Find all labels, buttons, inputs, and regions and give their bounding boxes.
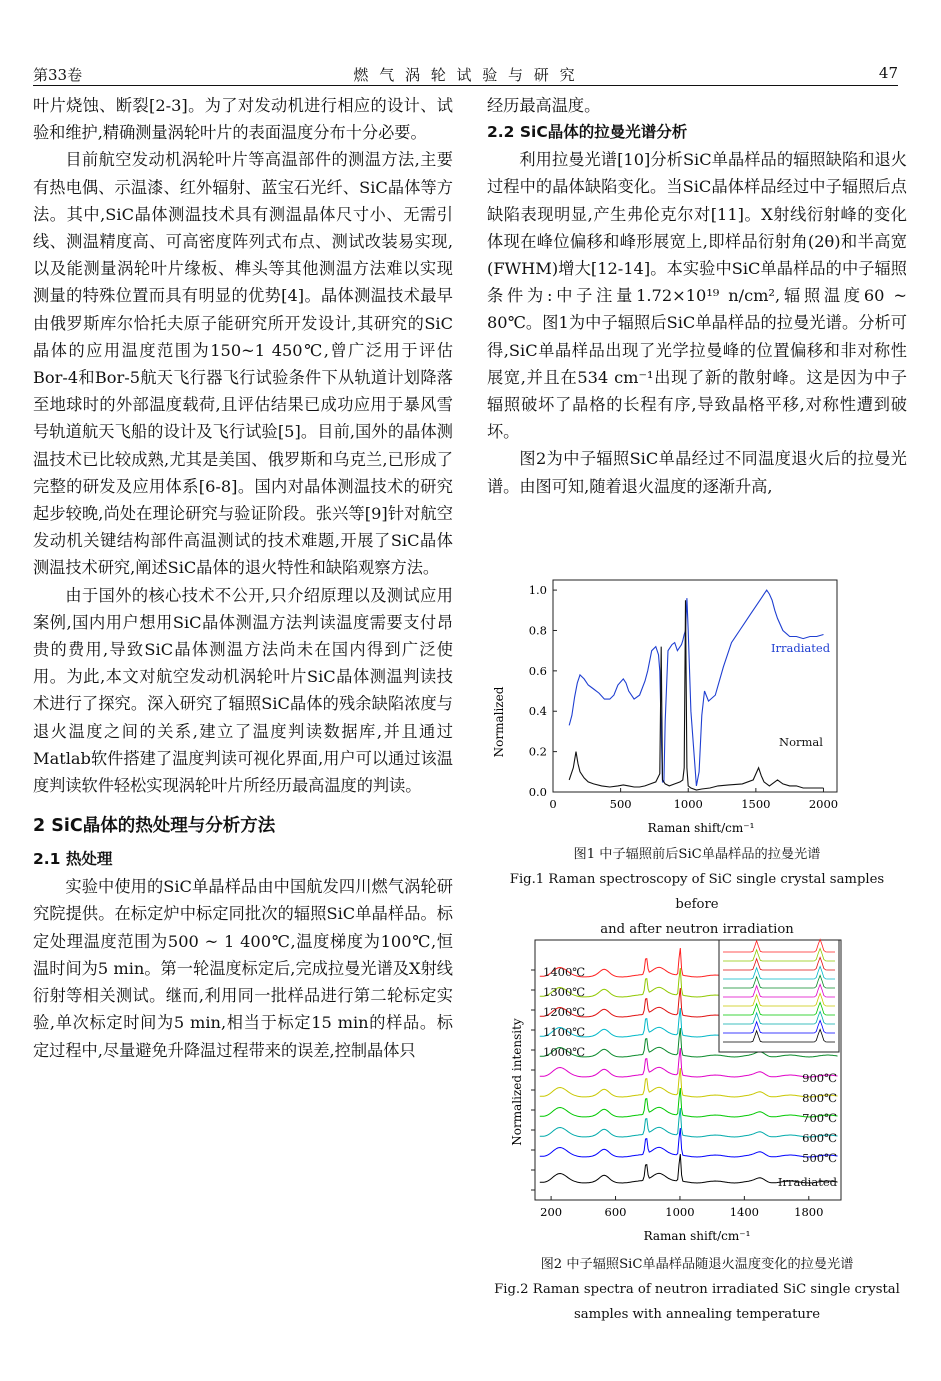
series-label: 500℃ <box>802 1151 837 1165</box>
y-axis-label: Normalized <box>492 686 506 758</box>
figure-2-chart <box>487 932 907 1250</box>
x-tick-label: 0 <box>549 797 557 811</box>
page-number: 47 <box>878 64 898 82</box>
subsection-heading: 2.1 热处理 <box>33 850 113 869</box>
series-label: 1100℃ <box>543 1025 586 1039</box>
x-tick-label: 500 <box>609 797 632 811</box>
running-header <box>33 62 898 86</box>
y-tick-label: 0.2 <box>528 744 547 759</box>
series-label-irradiated: Irradiated <box>771 641 831 655</box>
caption-cn: 图2 中子辐照SiC单晶样品随退火温度变化的拉曼光谱 <box>540 1257 854 1272</box>
series-line <box>540 1068 838 1097</box>
series-line <box>540 1088 838 1117</box>
paragraph: 实验中使用的SiC单晶样品由中国航发四川燃气涡轮研究院提供。在标定炉中标定同批次的辐照SiC单晶样品。标定处理温度范围为500 ~ 1 400℃,温度梯度为100℃,恒温时间为5 min。第一轮温度标定后,完成拉曼光谱及X射线衍射等相关测试。继而,利用同一批样品进行第二轮标定实验,单次标定时间为5 min,相当于标定15 min的样品。标定过程中,尽量避免升降温过程带来的误差,控制晶体只 <box>33 877 453 1060</box>
series-label: 600℃ <box>802 1131 837 1145</box>
series-line <box>540 1128 838 1157</box>
paragraph: 由于国外的核心技术不公开,只介绍原理以及测试应用案例,国内用户想用SiC晶体测温方法判读温度需要支付昂贵的费用,导致SiC晶体测温方法尚未在国内得到广泛使用。为此,本文对航空发动机涡轮叶片SiC晶体测温判读技术进行了探究。深入研究了辐照SiC晶体的残余缺陷浓度与退火温度之间的关系,建立了温度判读数据库,并且通过Matlab软件搭建了温度判读可视化界面,用户可以通过该温度判读软件轻松实现涡轮叶片所经历最高温度的判读。 <box>33 585 453 796</box>
x-tick-label: 1800 <box>794 1205 824 1219</box>
volume-label: 第33卷 <box>33 66 83 84</box>
section-heading: 2 SiC晶体的热处理与分析方法 <box>33 816 276 837</box>
series-label: 1200℃ <box>543 1005 586 1019</box>
paragraph: 利用拉曼光谱[10]分析SiC单晶样品的辐照缺陷和退火过程中的晶体缺陷变化。当SiC晶体样品经过中子辐照后点缺陷表现明显,产生弗伦克尔对[11]。X射线衍射峰的变化体现在峰位偏移和峰形展宽上,即样品衍射角(2θ)和半高宽(FWHM)增大[12-14]。本实验中SiC单晶样品的中子辐照条件为:中子注量1.72×10¹⁹ n/cm²,辐照温度60 ~ 80℃。图1为中子辐照后SiC单晶样品的拉曼光谱。分析可得,SiC单晶样品出现了光学拉曼峰的位置偏移和非对称性展宽,并且在534 cm⁻¹出现了新的散射峰。这是因为中子辐照破坏了晶格的长程有序,导致晶格平移,对称性遭到破坏。 <box>487 150 907 442</box>
series-label: Irradiated <box>777 1175 837 1189</box>
x-axis-label: Raman shift/cm⁻¹ <box>643 1229 751 1243</box>
series-line-normal <box>569 600 823 790</box>
journal-title: 燃 气 涡 轮 试 验 与 研 究 <box>353 66 578 84</box>
figure-1-chart <box>487 572 907 840</box>
left-column <box>33 92 453 1064</box>
y-tick-label: 1.0 <box>528 583 547 598</box>
paragraph: 经历最高温度。 <box>487 96 601 115</box>
series-line-irradiated <box>569 590 823 786</box>
y-axis-label: Normalized intensity <box>510 1018 524 1146</box>
figure-1-caption <box>487 842 907 942</box>
series-label: 1000℃ <box>543 1045 586 1059</box>
series-label: 900℃ <box>802 1071 837 1085</box>
paragraph: 叶片烧蚀、断裂[2-3]。为了对发动机进行相应的设计、试验和维护,精确测量涡轮叶片的表面温度分布十分必要。 <box>33 96 453 143</box>
paragraph: 图2为中子辐照SiC单晶经过不同温度退火后的拉曼光谱。由图可知,随着退火温度的逐渐升高, <box>487 449 907 496</box>
caption-en: Fig.1 Raman spectroscopy of SiC single crystal samples before <box>509 872 885 912</box>
subsection-heading: 2.2 SiC晶体的拉曼光谱分析 <box>487 123 688 142</box>
y-tick-label: 0.8 <box>528 623 547 638</box>
y-tick-label: 0.4 <box>528 704 547 719</box>
x-tick-label: 1500 <box>741 797 771 811</box>
figure-2-caption <box>487 1252 907 1327</box>
x-axis-label: Raman shift/cm⁻¹ <box>647 821 755 835</box>
right-column <box>487 92 907 500</box>
caption-en: samples with annealing temperature <box>573 1307 821 1322</box>
series-label: 800℃ <box>802 1091 837 1105</box>
series-label-normal: Normal <box>779 735 823 749</box>
series-label: 1400℃ <box>543 965 586 979</box>
paragraph: 目前航空发动机涡轮叶片等高温部件的测温方法,主要有热电偶、示温漆、红外辐射、蓝宝石光纤、SiC晶体等方法。其中,SiC晶体测温技术具有测温晶体尺寸小、无需引线、测温精度高、可高密度阵列式布点、测试改装易实现,以及能测量涡轮叶片缘板、榫头等其他测温方法难以实现测量的特殊位置而具有明显的优势[4]。晶体测温技术最早由俄罗斯库尔恰托夫原子能研究所开发设计,其研究的SiC晶体的应用温度范围为150~1 450℃,曾广泛用于评估Bor-4和Bor-5航天飞行器飞行试验条件下从轨道计划降落至地球时的外部温度载荷,且评估结果已成功应用于暴风雪号轨道航天飞船的设计及飞行试验[5]。目前,国外的晶体测温技术已比较成熟,尤其是美国、俄罗斯和乌克兰,已形成了完整的研发及应用体系[6-8]。国内对晶体测温技术的研究起步较晚,尚处在理论研究与验证阶段。张兴等[9]针对航空发动机关键结构部件高温测试的技术难题,开展了SiC晶体测温技术研究,阐述SiC晶体的退火特性和缺陷观察方法。 <box>33 150 453 578</box>
x-tick-label: 1000 <box>665 1205 695 1219</box>
series-label: 1300℃ <box>543 985 586 999</box>
x-tick-label: 1400 <box>729 1205 760 1219</box>
series-line <box>540 1108 838 1137</box>
series-label: 700℃ <box>802 1111 837 1125</box>
y-tick-label: 0.6 <box>528 663 547 678</box>
x-tick-label: 1000 <box>673 797 703 811</box>
x-tick-label: 600 <box>604 1205 627 1219</box>
x-tick-label: 2000 <box>808 797 839 811</box>
x-tick-label: 200 <box>540 1205 563 1219</box>
caption-en: Fig.2 Raman spectra of neutron irradiated SiC single crystal <box>494 1282 900 1297</box>
y-tick-label: 0.0 <box>528 785 547 799</box>
caption-cn: 图1 中子辐照前后SiC单晶样品的拉曼光谱 <box>573 847 821 862</box>
caption-en: and after neutron irradiation <box>600 922 794 937</box>
